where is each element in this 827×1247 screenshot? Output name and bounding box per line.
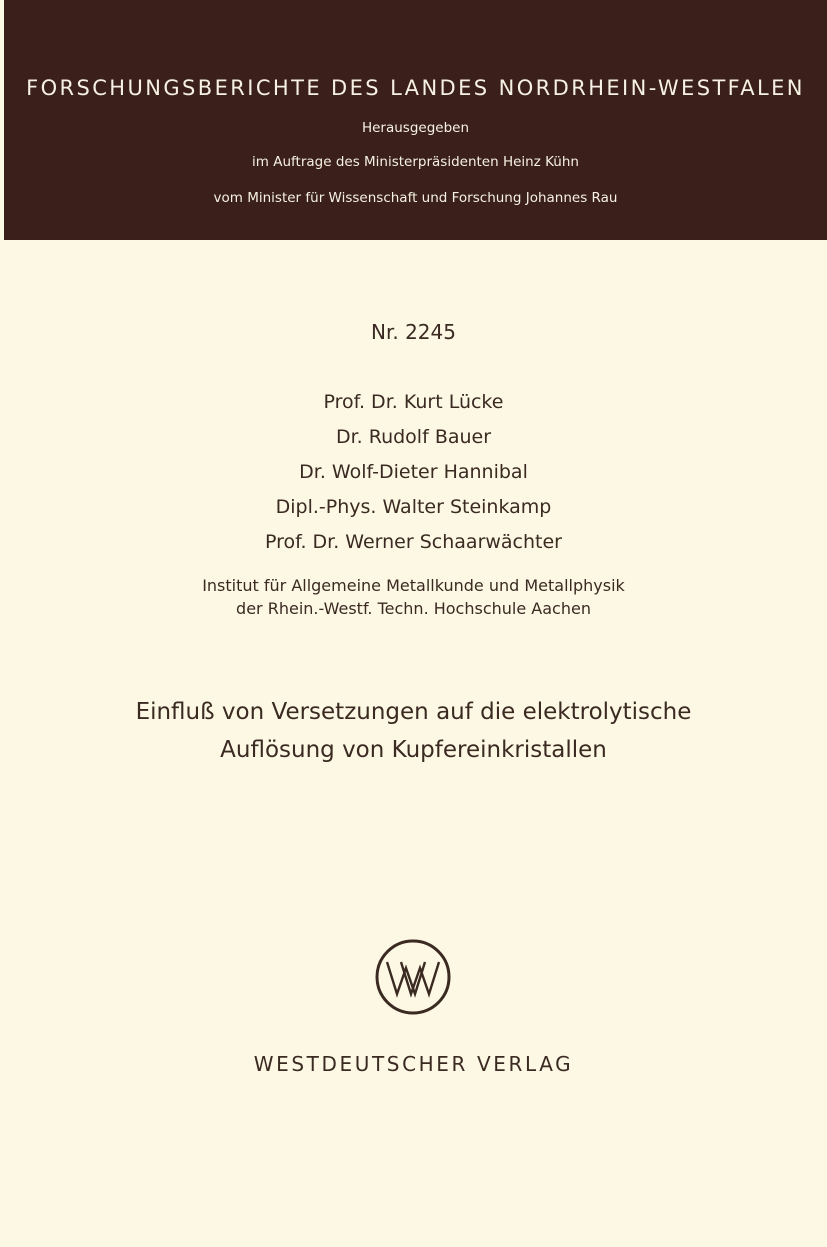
report-number: Nr. 2245 <box>371 320 456 344</box>
series-header-band <box>4 0 827 240</box>
header-editor-line-1: Herausgegeben <box>361 120 470 136</box>
author-3: Dr. Wolf-Dieter Hannibal <box>299 461 528 483</box>
header-editor-line-2: im Auftrage des Ministerpräsidenten Heinz Kühn <box>252 154 579 170</box>
book-title-line-1: Einfluß von Versetzungen auf die elektrolytische <box>135 699 692 725</box>
institute-line-1: Institut für Allgemeine Metallkunde und Metallphysik <box>202 576 625 595</box>
author-1: Prof. Dr. Kurt Lücke <box>323 391 504 413</box>
author-2: Dr. Rudolf Bauer <box>335 426 492 448</box>
book-title-line-2: Auflösung von Kupfereinkristallen <box>220 737 607 763</box>
institute-line-2: der Rhein.-Westf. Techn. Hochschule Aachen <box>236 599 591 618</box>
publisher-ww-logo-icon <box>374 938 452 1016</box>
header-editor-line-3: vom Minister für Wissenschaft und Forschung Johannes Rau <box>213 190 618 206</box>
publisher-name: WESTDEUTSCHER VERLAG <box>253 1052 574 1076</box>
series-title: FORSCHUNGSBERICHTE DES LANDES NORDRHEIN-WESTFALEN <box>26 76 805 100</box>
author-5: Prof. Dr. Werner Schaarwächter <box>265 531 562 553</box>
author-4: Dipl.-Phys. Walter Steinkamp <box>275 496 552 518</box>
